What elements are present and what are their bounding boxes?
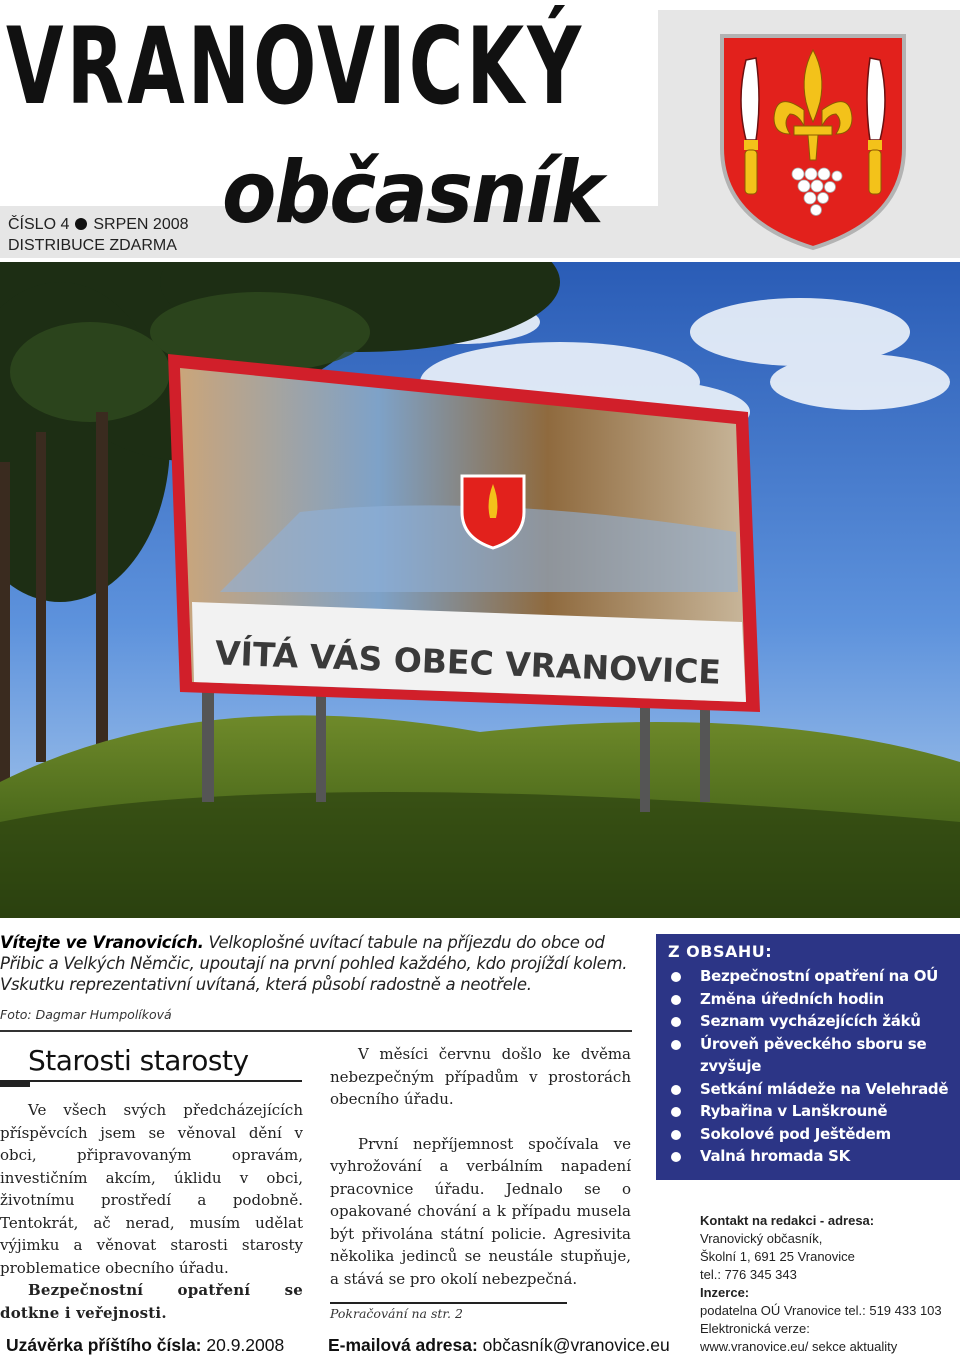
heading-marker [0,1080,30,1087]
toc-item[interactable]: Setkání mládeže na Velehradě [668,1078,960,1101]
web-label: Elektronická verze: [700,1321,810,1336]
divider [0,1030,632,1032]
issue-info [8,214,189,256]
billboard-text: VÍTÁ VÁS OBEC VRANOVICE [214,633,722,692]
toc-item[interactable]: Rybařina v Lanškrouně [668,1100,960,1123]
web-link[interactable]: www.vranovice.eu/ sekce aktuality [700,1339,898,1354]
issue-number: ČÍSLO 4 [8,216,70,233]
ads-label: Inzerce: [700,1285,750,1300]
deadline-label: Uzávěrka příštího čísla: [6,1335,202,1355]
deadline-value: 20.9.2008 [206,1335,285,1355]
email-label: E-mailová adresa: [328,1335,478,1355]
article-paragraph: První nepříjemnost spočívala ve vyhrožování a verbálním napadení pracovnice úřadu. Jednalo se o opakované chování a k případu musela být přivolána státní policie. Agresivita několika jedinců se neustále stupňuje, a stává se pro okolí nebezpečná. [330,1134,631,1288]
toc-item[interactable]: Valná hromada SK [668,1145,960,1168]
issue-date: SRPEN 2008 [93,216,189,233]
distribution-note: DISTRIBUCE ZDARMA [8,237,177,254]
editorial-contact [700,1212,958,1356]
toc-item[interactable]: Sokolové pod Ještědem [668,1123,960,1146]
article-heading: Starosti starosty [28,1044,249,1077]
article-paragraph: Ve všech svých předcházejících příspěvcích jsem se věnoval dění v obci, připravovaným opravám, investičním akcím, úklidu v obci, životnímu prostředí a podobně. Tentokrát, ač nerad, musím udělat výjimku a věnovat starosti starosty problematice obecního úřadu. [0,1101,303,1277]
toc-item[interactable]: Změna úředních hodin [668,988,960,1011]
contact-line: Vranovický občasník, [700,1231,823,1246]
ads-contact: podatelna OÚ Vranovice tel.: 519 433 103 [700,1303,942,1318]
contact-phone: tel.: 776 345 343 [700,1267,797,1282]
toc-item[interactable]: Seznam vycházejících žáků [668,1010,960,1033]
welcome-billboard-photo [0,262,960,918]
photo-caption [0,932,640,995]
bullet-icon [75,218,87,230]
caption-text: Velkoplošné uvítací tabule na příjezdu do obce od Přibic a Velkých Němčic, upoutají na první pohled každého, kdo projíždí kolem. Vskutku reprezentativní uvítaná, která působí radostně a neotřele. [0,933,628,994]
contact-line: Školní 1, 691 25 Vranovice [700,1249,855,1264]
contact-heading: Kontakt na redakci - adresa: [700,1213,875,1228]
email-link[interactable]: občasník@vranovice.eu [482,1335,670,1355]
caption-lead: Vítejte ve Vranovicích. [0,933,204,952]
toc-item[interactable]: Úroveň pěveckého sboru se zvyšuje [668,1033,960,1078]
article-bold-paragraph: Bezpečnostní opatření se dotkne i veřejnosti. [0,1281,303,1322]
next-issue-deadline [6,1335,284,1356]
article-column-2 [330,1043,631,1290]
email-address [328,1335,670,1356]
masthead-title-bottom: občasník [222,143,602,243]
article-paragraph: V měsíci červnu došlo ke dvěma nebezpečným případům v prostorách obecního úřadu. [330,1045,631,1108]
toc-list [668,965,960,1168]
continued-link[interactable]: Pokračování na str. 2 [330,1302,567,1321]
toc-item[interactable]: Bezpečnostní opatření na OÚ [668,965,960,988]
coat-of-arms-icon [716,30,910,252]
heading-rule [30,1080,302,1082]
article-column-1 [0,1099,303,1324]
table-of-contents [656,934,960,1180]
masthead-title-top: VRANOVICKÝ [6,5,585,128]
photo-credit: Foto: Dagmar Humpolíková [0,1007,172,1022]
toc-title: Z OBSAHU: [668,942,773,961]
